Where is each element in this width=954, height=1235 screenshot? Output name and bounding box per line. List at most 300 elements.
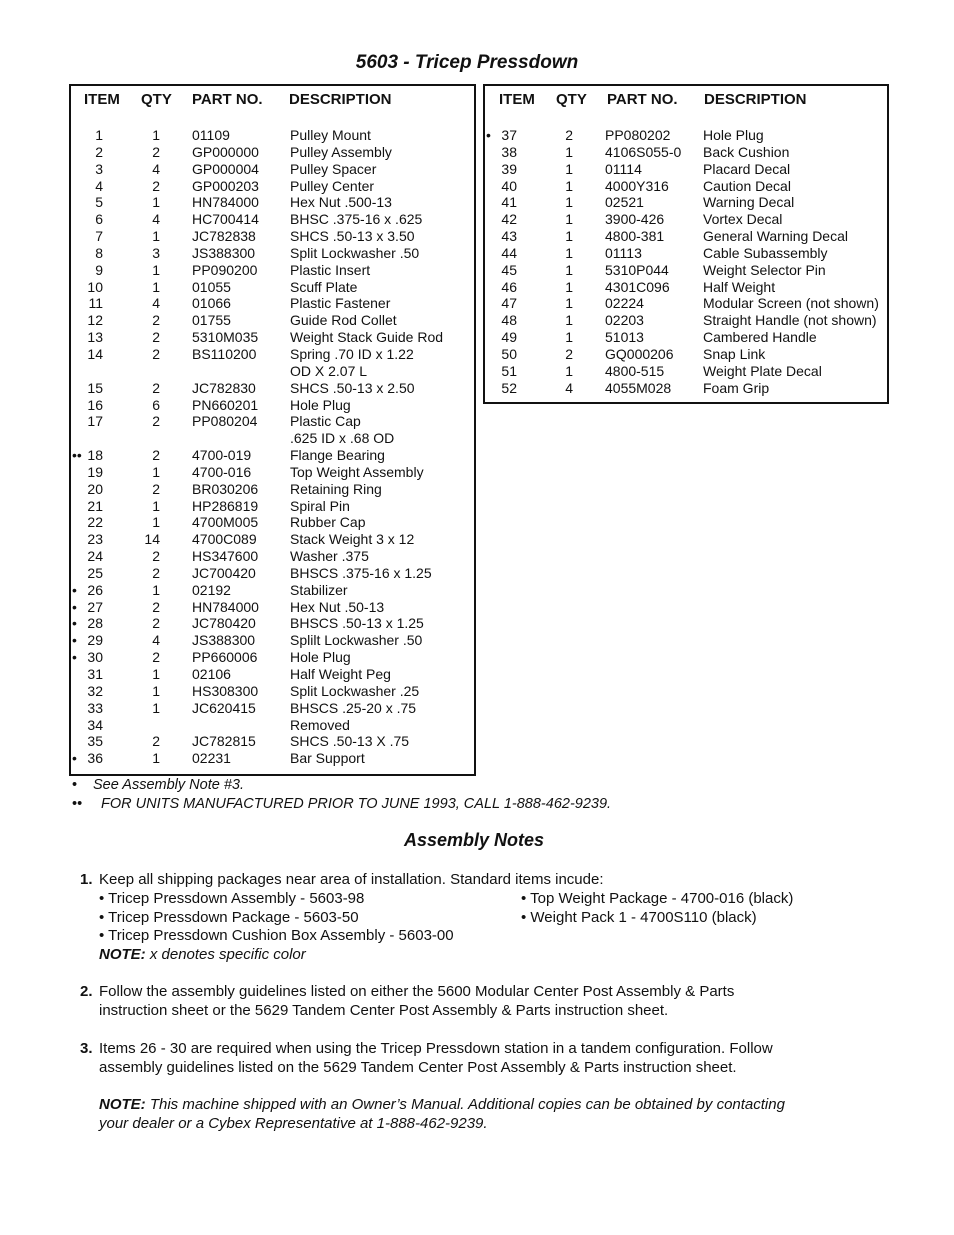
table-row	[71, 279, 474, 296]
description-cell: Bar Support	[290, 750, 365, 767]
item-cell: 39	[501, 160, 517, 177]
part-number-cell: HC700414	[192, 211, 259, 228]
description-cell: Spring .70 ID x 1.22	[290, 345, 414, 362]
row-mark: •	[72, 598, 77, 615]
page-title: 5603 - Tricep Pressdown	[355, 52, 579, 73]
qty-cell: 2	[152, 615, 160, 632]
qty-cell: 2	[152, 143, 160, 160]
description-cell: SHCS .50-13 X .75	[290, 733, 410, 750]
part-number-cell: JS388300	[192, 244, 256, 261]
item-cell: 9	[95, 261, 103, 278]
note-2	[80, 983, 735, 1020]
header-description: DESCRIPTION	[289, 91, 392, 108]
item-cell: 21	[87, 497, 103, 514]
qty-cell: 1	[152, 514, 160, 531]
item-cell: 19	[87, 463, 103, 480]
description-cell: Weight Stack Guide Rod	[290, 329, 444, 346]
qty-cell: 2	[152, 345, 160, 362]
item-cell: 5	[95, 194, 103, 211]
qty-cell: 1	[152, 278, 160, 295]
qty-cell: 4	[565, 379, 573, 396]
part-number-cell: PN660201	[192, 396, 259, 413]
table-row	[71, 464, 474, 481]
bullet-item: • Top Weight Package - 4700-016 (black)	[521, 890, 794, 907]
table-row	[71, 127, 474, 144]
note-number: 3.	[80, 1040, 93, 1057]
description-cell: BHSC .375-16 x .625	[290, 211, 423, 228]
footnote-2	[72, 796, 612, 812]
table-row	[485, 127, 887, 144]
qty-cell: 1	[152, 750, 160, 767]
note-number: 2.	[80, 983, 93, 1000]
table-row	[485, 245, 887, 262]
item-cell: 14	[87, 345, 103, 362]
part-number-cell: HS308300	[192, 682, 259, 699]
qty-cell: 1	[565, 312, 573, 329]
part-number-cell: 01755	[192, 312, 231, 329]
qty-cell: 1	[565, 362, 573, 379]
part-number-cell: 4700C089	[192, 531, 257, 548]
table-row	[485, 312, 887, 329]
part-number-cell: GQ000206	[605, 345, 674, 362]
item-cell: 48	[501, 312, 517, 329]
description-cell: Modular Screen (not shown)	[703, 295, 879, 312]
qty-cell: 2	[152, 548, 160, 565]
description-cell: Washer .375	[290, 548, 369, 565]
row-mark: •	[486, 127, 491, 143]
qty-cell: 1	[152, 463, 160, 480]
description-cell: Placard Decal	[703, 160, 791, 177]
qty-cell: 3	[152, 244, 160, 261]
qty-cell: 1	[152, 261, 160, 278]
description-cell: Cambered Handle	[703, 329, 817, 346]
footnote-mark: •	[72, 777, 78, 793]
description-cell: Plastic Fastener	[290, 295, 391, 312]
table-row	[71, 245, 474, 262]
item-cell: 34	[87, 716, 103, 733]
item-cell: 45	[501, 261, 517, 278]
part-number-cell: 4106S055-0	[605, 143, 682, 160]
description-cell: Weight Selector Pin	[703, 261, 826, 278]
bullet-item: • Tricep Pressdown Assembly - 5603-98	[99, 890, 365, 907]
item-cell: 13	[87, 329, 103, 346]
description-cell: Stabilizer	[290, 581, 348, 598]
table-row	[71, 211, 474, 228]
table-row	[71, 430, 474, 447]
table-row	[485, 279, 887, 296]
qty-cell: 2	[152, 733, 160, 750]
row-mark: •	[72, 581, 77, 598]
part-number-cell: JC620415	[192, 699, 256, 716]
table-row	[71, 717, 474, 734]
part-number-cell: 5310P044	[605, 261, 669, 278]
item-cell: 25	[87, 564, 103, 581]
part-number-cell: JC780420	[192, 615, 256, 632]
row-mark: •	[72, 750, 77, 767]
table-row	[71, 582, 474, 599]
description-cell: Caution Decal	[703, 177, 791, 194]
qty-cell: 2	[565, 127, 573, 143]
description-cell: Pulley Mount	[290, 127, 371, 143]
item-cell: 27	[87, 598, 103, 615]
item-cell: 31	[87, 666, 103, 682]
part-number-cell: 4700-016	[192, 463, 252, 480]
part-number-cell: JS388300	[192, 632, 256, 649]
description-cell: Half Weight	[703, 278, 776, 295]
part-number-cell: GP000000	[192, 143, 259, 160]
qty-cell: 2	[565, 345, 573, 362]
table-row	[71, 363, 474, 380]
item-cell: 3	[95, 160, 103, 177]
description-cell: Weight Plate Decal	[703, 362, 822, 379]
table-row	[71, 514, 474, 531]
header-description: DESCRIPTION	[704, 91, 807, 108]
item-cell: 17	[87, 413, 103, 430]
part-number-cell: 01113	[605, 244, 642, 261]
item-cell: 32	[87, 682, 103, 699]
part-number-cell: JC782830	[192, 379, 256, 396]
item-cell: 11	[88, 295, 103, 312]
description-cell: Guide Rod Collet	[290, 312, 397, 329]
description-cell: Hole Plug	[290, 649, 351, 666]
item-cell: 24	[87, 548, 103, 565]
right-rows	[485, 127, 887, 397]
item-cell: 2	[95, 143, 103, 160]
qty-cell: 2	[152, 379, 160, 396]
item-cell: 4	[95, 177, 103, 194]
part-number-cell: PP080204	[192, 413, 258, 430]
part-number-cell: PP090200	[192, 261, 258, 278]
table-row	[71, 144, 474, 161]
item-cell: 44	[501, 244, 517, 261]
final-note: NOTE: This machine shipped with an Owner’s Manual. Additional copies can be obtained by contacting your dealer or a Cybex Representative at 1-888-462-9239.	[99, 1096, 785, 1132]
row-mark: •	[72, 615, 77, 632]
part-number-cell: 02192	[192, 581, 231, 598]
table-row	[71, 615, 474, 632]
qty-cell: 1	[565, 211, 573, 228]
qty-cell: 4	[152, 211, 160, 228]
item-cell: 22	[87, 514, 103, 531]
description-cell: OD X 2.07 L	[290, 362, 368, 379]
description-cell: Plastic Cap	[290, 413, 361, 430]
description-cell: Splilt Lockwasher .50	[290, 632, 423, 649]
table-row	[71, 228, 474, 245]
note-text: Follow the assembly guidelines listed on either the 5600 Modular Center Post Assembly & Parts	[99, 983, 735, 1000]
part-number-cell: 01114	[605, 160, 642, 177]
description-cell: Pulley Spacer	[290, 160, 377, 177]
part-number-cell: JC782815	[192, 733, 256, 750]
table-row	[71, 632, 474, 649]
qty-cell: 2	[152, 413, 160, 430]
qty-cell: 2	[152, 564, 160, 581]
description-cell: Half Weight Peg	[290, 666, 391, 682]
description-cell: Pulley Center	[290, 177, 375, 194]
description-cell: Hex Nut .500-13	[290, 194, 392, 211]
qty-cell: 4	[152, 632, 160, 649]
note-text: instruction sheet or the 5629 Tandem Center Post Assembly & Parts instruction sheet.	[99, 1001, 669, 1019]
table-row	[71, 531, 474, 548]
part-number-cell: 4301C096	[605, 278, 670, 295]
part-number-cell: 01066	[192, 295, 231, 312]
table-row	[485, 363, 887, 380]
part-number-cell: 4055M028	[605, 379, 672, 396]
bullet-item: • Weight Pack 1 - 4700S110 (black)	[521, 909, 757, 926]
row-mark: ••	[72, 447, 82, 464]
table-row	[485, 262, 887, 279]
table-row	[71, 329, 474, 346]
table-row	[71, 161, 474, 178]
item-cell: 50	[501, 345, 517, 362]
item-cell: 29	[87, 632, 103, 649]
table-row	[485, 295, 887, 312]
part-number-cell: 4800-515	[605, 362, 665, 379]
qty-cell: 2	[152, 329, 160, 346]
table-row	[71, 565, 474, 582]
description-cell: Hex Nut .50-13	[290, 598, 385, 615]
description-cell: Split Lockwasher .50	[290, 244, 420, 261]
description-cell: SHCS .50-13 x 3.50	[290, 228, 415, 245]
item-cell: 6	[95, 211, 103, 228]
part-number-cell: HN784000	[192, 194, 259, 211]
table-row	[485, 329, 887, 346]
footnote-mark: ••	[72, 796, 83, 812]
item-cell: 7	[95, 228, 103, 245]
item-cell: 10	[87, 278, 103, 295]
qty-cell: 1	[565, 278, 573, 295]
description-cell: Pulley Assembly	[290, 143, 392, 160]
part-number-cell: HS347600	[192, 548, 259, 565]
table-row	[71, 194, 474, 211]
item-cell: 12	[87, 312, 103, 329]
description-cell: Stack Weight 3 x 12	[290, 531, 415, 548]
description-cell: Top Weight Assembly	[290, 463, 424, 480]
description-cell: Cable Subassembly	[703, 244, 828, 261]
qty-cell: 2	[152, 649, 160, 666]
bullet-item: • Tricep Pressdown Package - 5603-50	[99, 909, 359, 926]
description-cell: .625 ID x .68 OD	[290, 430, 395, 447]
table-row	[71, 649, 474, 666]
table-row	[71, 413, 474, 430]
item-cell: 38	[501, 143, 517, 160]
qty-cell: 1	[152, 228, 160, 245]
description-cell: Flange Bearing	[290, 447, 385, 464]
table-row	[485, 178, 887, 195]
part-number-cell: 02224	[605, 295, 644, 312]
item-cell: 41	[501, 194, 517, 211]
part-number-cell: 51013	[605, 329, 644, 346]
qty-cell: 2	[152, 480, 160, 497]
item-cell: 42	[501, 211, 517, 228]
part-number-cell: 4800-381	[605, 228, 665, 245]
qty-cell: 4	[152, 160, 160, 177]
description-cell: Foam Grip	[703, 379, 770, 396]
qty-cell: 1	[565, 160, 573, 177]
description-cell: SHCS .50-13 x 2.50	[290, 379, 415, 396]
footnote-1	[72, 777, 244, 793]
description-cell: Spiral Pin	[290, 497, 350, 514]
header-part-no: PART NO.	[607, 91, 678, 108]
description-cell: Plastic Insert	[290, 261, 371, 278]
part-number-cell: 4700M005	[192, 514, 259, 531]
qty-cell: 2	[152, 447, 160, 464]
item-cell: 26	[87, 581, 103, 598]
table-row	[71, 683, 474, 700]
description-cell: Straight Handle (not shown)	[703, 312, 877, 329]
description-cell: Removed	[290, 716, 350, 733]
qty-cell: 1	[152, 127, 160, 143]
table-row	[71, 312, 474, 329]
qty-cell: 1	[152, 497, 160, 514]
part-number-cell: BS110200	[192, 345, 257, 362]
header-qty: QTY	[141, 91, 172, 108]
item-cell: 47	[501, 295, 517, 312]
header-item: ITEM	[499, 91, 535, 108]
note-3	[80, 1040, 773, 1077]
part-number-cell: 02521	[605, 194, 644, 211]
item-cell: 43	[501, 228, 517, 245]
part-number-cell: JC782838	[192, 228, 256, 245]
part-number-cell: HP286819	[192, 497, 259, 514]
part-number-cell: 4700-019	[192, 447, 252, 464]
assembly-notes-title: Assembly Notes	[403, 830, 545, 850]
footnote-text: FOR UNITS MANUFACTURED PRIOR TO JUNE 1993, CALL 1-888-462-9239.	[101, 796, 612, 812]
item-cell: 35	[87, 733, 103, 750]
description-cell: Scuff Plate	[290, 278, 358, 295]
parts-table-right	[483, 84, 889, 404]
qty-cell: 2	[152, 598, 160, 615]
table-row	[71, 447, 474, 464]
table-row	[71, 700, 474, 717]
table-row	[485, 194, 887, 211]
description-cell: BHSCS .50-13 x 1.25	[290, 615, 424, 632]
part-number-cell: GP000203	[192, 177, 259, 194]
table-row	[485, 211, 887, 228]
item-cell: 37	[501, 127, 517, 143]
item-cell: 33	[87, 699, 103, 716]
table-row	[71, 262, 474, 279]
item-cell: 46	[501, 278, 517, 295]
header-part-no: PART NO.	[192, 91, 263, 108]
part-number-cell: 3900-426	[605, 211, 665, 228]
table-row	[71, 733, 474, 750]
parts-table-left	[69, 84, 476, 776]
part-number-cell: 01055	[192, 278, 231, 295]
part-number-cell: 02231	[192, 750, 231, 767]
qty-cell: 2	[152, 177, 160, 194]
part-number-cell: BR030206	[192, 480, 259, 497]
item-cell: 28	[87, 615, 103, 632]
table-row	[71, 295, 474, 312]
note-1	[80, 871, 604, 890]
row-mark: •	[72, 649, 77, 666]
table-row	[71, 346, 474, 363]
part-number-cell: JC700420	[192, 564, 256, 581]
part-number-cell: 01109	[192, 127, 230, 143]
description-cell: BHSCS .375-16 x 1.25	[290, 564, 432, 581]
description-cell: BHSCS .25-20 x .75	[290, 699, 417, 716]
item-cell: 1	[95, 127, 103, 143]
item-cell: 23	[87, 531, 103, 548]
table-row	[71, 178, 474, 195]
table-row	[71, 397, 474, 414]
qty-cell: 1	[152, 699, 160, 716]
qty-cell: 6	[152, 396, 160, 413]
table-row	[71, 481, 474, 498]
qty-cell: 2	[152, 312, 160, 329]
table-row	[485, 346, 887, 363]
table-row	[485, 380, 887, 397]
footnote-text: See Assembly Note #3.	[93, 777, 244, 793]
header-item: ITEM	[84, 91, 120, 108]
bullet-item: • Tricep Pressdown Cushion Box Assembly - 5603-00	[99, 927, 454, 944]
qty-cell: 1	[565, 244, 573, 261]
part-number-cell: 5310M035	[192, 329, 259, 346]
table-row	[71, 666, 474, 683]
description-cell: Back Cushion	[703, 143, 790, 160]
part-number-cell: HN784000	[192, 598, 259, 615]
description-cell: Rubber Cap	[290, 514, 366, 531]
item-cell: 20	[87, 480, 103, 497]
row-mark: •	[72, 632, 77, 649]
table-row	[71, 599, 474, 616]
part-number-cell: 02106	[192, 666, 231, 682]
part-number-cell: GP000004	[192, 160, 259, 177]
description-cell: Vortex Decal	[703, 211, 783, 228]
qty-cell: 1	[565, 295, 573, 312]
part-number-cell: PP080202	[605, 127, 671, 143]
note-text: Keep all shipping packages near area of installation. Standard items incude:	[99, 871, 604, 888]
description-cell: Hole Plug	[703, 127, 764, 143]
item-cell: 8	[95, 244, 103, 261]
item-cell: 52	[501, 379, 517, 396]
note-1-color-note: NOTE: x denotes specific color	[99, 946, 306, 963]
description-cell: Retaining Ring	[290, 480, 382, 497]
qty-cell: 1	[152, 666, 160, 682]
table-row	[71, 548, 474, 565]
item-cell: 18	[87, 447, 103, 464]
table-row	[71, 380, 474, 397]
description-cell: General Warning Decal	[703, 228, 848, 245]
item-cell: 51	[501, 362, 517, 379]
qty-cell: 1	[565, 194, 573, 211]
part-number-cell: 4000Y316	[605, 177, 669, 194]
qty-cell: 1	[152, 581, 160, 598]
item-cell: 36	[87, 750, 103, 767]
part-number-cell: PP660006	[192, 649, 258, 666]
table-row	[485, 228, 887, 245]
note-text: assembly guidelines listed on the 5629 Tandem Center Post Assembly & Parts instruction sheet.	[99, 1058, 737, 1076]
table-row	[71, 750, 474, 767]
description-cell: Snap Link	[703, 345, 766, 362]
qty-cell: 1	[152, 682, 160, 699]
qty-cell: 14	[144, 531, 160, 548]
description-cell: Warning Decal	[703, 194, 795, 211]
qty-cell: 1	[565, 228, 573, 245]
item-cell: 40	[501, 177, 517, 194]
qty-cell: 1	[565, 261, 573, 278]
table-row	[485, 144, 887, 161]
description-cell: Split Lockwasher .25	[290, 682, 420, 699]
item-cell: 16	[87, 396, 103, 413]
qty-cell: 1	[565, 143, 573, 160]
qty-cell: 1	[152, 194, 160, 211]
item-cell: 30	[87, 649, 103, 666]
left-rows	[71, 127, 474, 767]
note-text: Items 26 - 30 are required when using the Tricep Pressdown station in a tandem configuration. Follow	[99, 1040, 773, 1057]
item-cell: 15	[87, 379, 103, 396]
header-qty: QTY	[556, 91, 587, 108]
qty-cell: 4	[152, 295, 160, 312]
